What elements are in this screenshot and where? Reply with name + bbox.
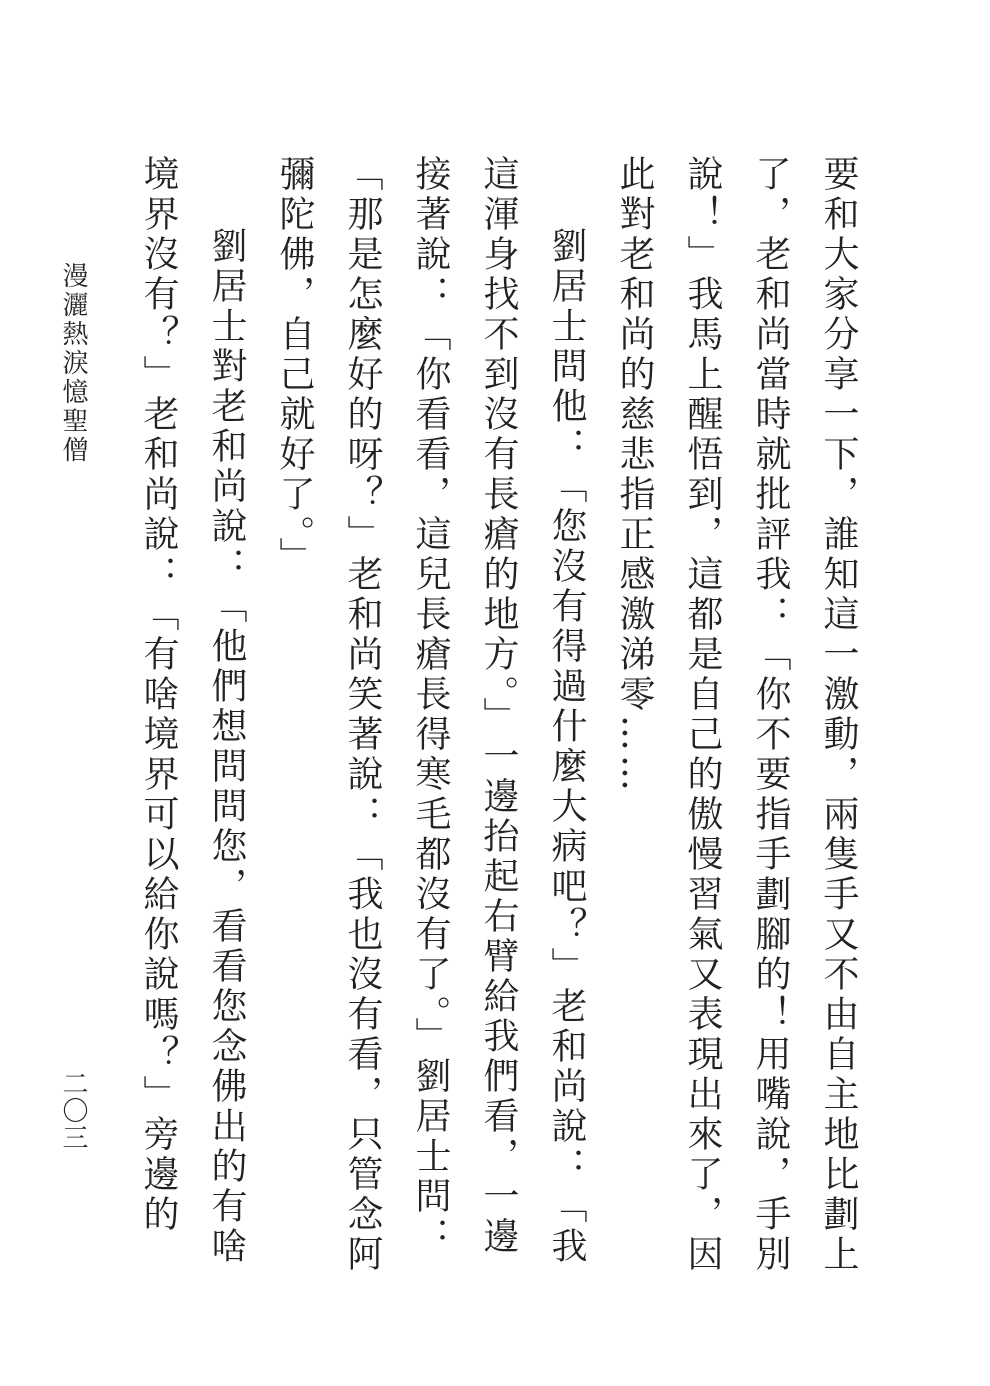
paragraph-2: 劉居士問他：「您沒有得過什麼大病吧？」老和尚說：「我這渾身找不到沒有長瘡的地方。」一邊抬起右臂給我們看，一邊接著說：「你看看，這兒長瘡長得寒毛都沒有了。」劉居士問：「那是怎麼好的呀？」老和尚笑著說：「我也沒有看，只管念阿彌陀佛，自己就好了。」 [274,155,587,1275]
body-text [124,155,872,1295]
page-number: 二〇三 [58,1070,88,1151]
paragraph-3: 劉居士對老和尚說：「他們想問問您，看看您念佛出的有啥境界沒有？」老和尚說：「有啥境界可以給你說嗎？」旁邊的 [138,155,247,1267]
paragraph-1: 要和大家分享一下，誰知這一激動，兩隻手又不由自主地比劃上了，老和尚當時就批評我：「你不要指手劃腳的！用嘴說，手別說！」我馬上醒悟到，這都是自己的傲慢習氣又表現出來了，因此對老和尚的慈悲指正感激涕零…… [614,155,859,1275]
running-header: 漫灑熱淚憶聖僧 [58,262,88,465]
